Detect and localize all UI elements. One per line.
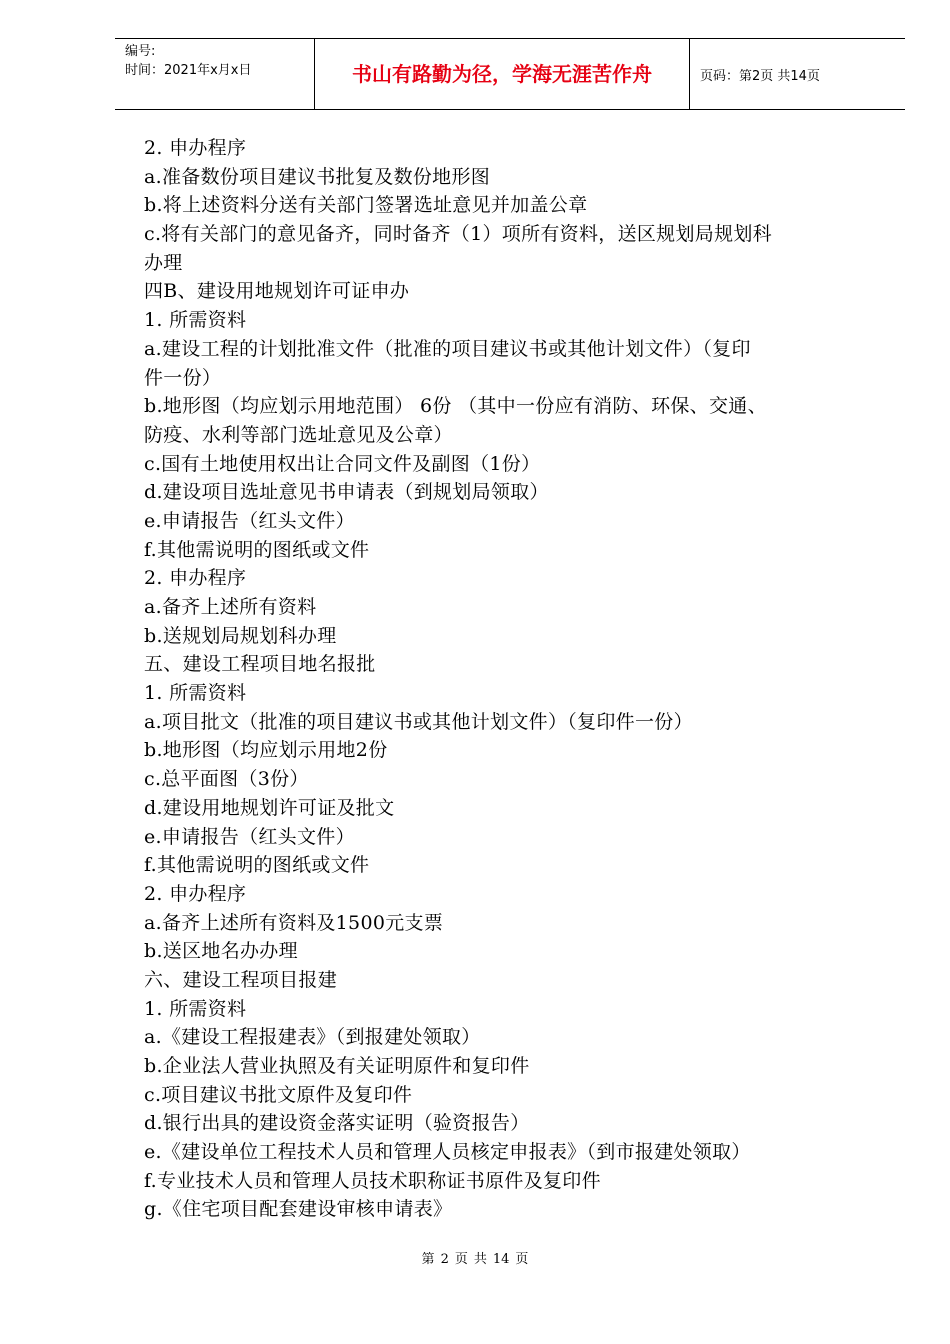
footer-ye2: 页	[515, 1252, 529, 1267]
body-line: a.建设工程的计划批准文件（批准的项目建议书或其他计划文件）（复印	[144, 337, 751, 360]
body-line: b.地形图（均应划示用地2份	[144, 739, 388, 762]
footer-page-number: 2	[440, 1252, 449, 1267]
body-line: c.项目建议书批文原件及复印件	[144, 1083, 413, 1106]
body-line: f.其他需说明的图纸或文件	[144, 538, 370, 561]
body-line: a.准备数份项目建议书批复及数份地形图	[144, 165, 491, 188]
body-line: b.送区地名办办理	[144, 940, 298, 963]
body-line: a.项目批文（批准的项目建议书或其他计划文件）（复印件一份）	[144, 710, 693, 733]
header-meta-cell	[115, 39, 315, 109]
body-line: g.《住宅项目配套建设审核申请表》	[144, 1198, 453, 1221]
body-line: b.送规划局规划科办理	[144, 624, 337, 647]
footer-ye: 页	[454, 1252, 468, 1267]
body-line: c.总平面图（3份）	[144, 768, 309, 791]
body-line: 1. 所需资料	[144, 309, 247, 332]
body-line: e.申请报告（红头文件）	[144, 509, 355, 532]
body-line: d.银行出具的建设资金落实证明（验资报告）	[144, 1112, 530, 1135]
body-line: b.地形图（均应划示用地范围） 6份 （其中一份应有消防、环保、交通、	[144, 395, 767, 418]
body-line: d.建设用地规划许可证及批文	[144, 796, 395, 819]
body-line: 2. 申办程序	[144, 137, 247, 159]
body-line: c.将有关部门的意见备齐，同时备齐（1）项所有资料，送区规划局规划科	[144, 223, 772, 246]
body-line: 五、建设工程项目地名报批	[144, 653, 376, 676]
body-line: 1. 所需资料	[144, 997, 247, 1020]
body-line: a.《建设工程报建表》（到报建处领取）	[144, 1026, 481, 1049]
footer-total-pages: 14	[492, 1252, 510, 1267]
body-line: f.专业技术人员和管理人员技术职称证书原件及复印件	[144, 1169, 601, 1192]
body-line: 2. 申办程序	[144, 882, 247, 905]
body-line: f.其他需说明的图纸或文件	[144, 854, 370, 877]
document-number-label: 编号:	[125, 44, 156, 59]
body-line: 2. 申办程序	[144, 567, 247, 590]
body-line: e.《建设单位工程技术人员和管理人员核定申报表》（到市报建处领取）	[144, 1141, 751, 1164]
body-line: a.备齐上述所有资料及1500元支票	[144, 911, 444, 934]
header-motto-cell	[315, 39, 690, 109]
body-line: d.建设项目选址意见书申请表（到规划局领取）	[144, 481, 549, 504]
body-line: a.备齐上述所有资料	[144, 596, 317, 618]
page-header	[115, 38, 905, 110]
header-motto: 书山有路勤为径，学海无涯苦作舟	[352, 62, 652, 86]
body-line: 办理	[144, 251, 183, 274]
body-line: 六、建设工程项目报建	[144, 968, 338, 991]
body-line: b.将上述资料分送有关部门签署选址意见并加盖公章	[144, 194, 588, 217]
page-footer	[0, 1248, 950, 1267]
body-line: 防疫、水利等部门选址意见及公章）	[144, 423, 453, 446]
header-page-code: 页码：第2页 共14页	[700, 69, 820, 84]
body-line: 件一份）	[144, 366, 222, 389]
body-line: e.申请报告（红头文件）	[144, 825, 355, 848]
header-page-cell	[690, 39, 905, 109]
body-line: 四B、建设用地规划许可证申办	[144, 280, 410, 303]
body-line: c.国有土地使用权出让合同文件及副图（1份）	[144, 452, 541, 475]
document-time-label: 时间：2021年x月x日	[125, 63, 252, 78]
document-body	[144, 134, 884, 1224]
footer-gong: 共	[473, 1252, 487, 1267]
footer-di: 第	[421, 1252, 435, 1267]
body-line: 1. 所需资料	[144, 682, 247, 705]
body-line: b.企业法人营业执照及有关证明原件和复印件	[144, 1055, 530, 1077]
